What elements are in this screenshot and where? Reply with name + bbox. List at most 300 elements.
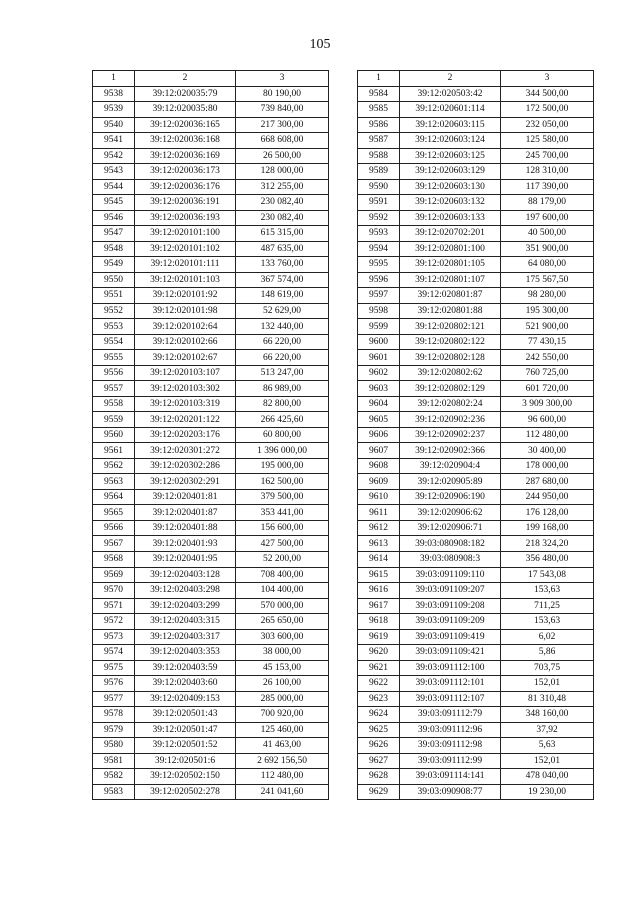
table-row: [358, 583, 594, 599]
table-row: [358, 148, 594, 164]
row-number-cell: 9603: [358, 381, 400, 397]
cadastral-number-cell: 39:03:091112:98: [400, 738, 501, 754]
value-cell: 6,02: [501, 629, 594, 645]
value-cell: 172 500,00: [501, 102, 594, 118]
table-row: [358, 396, 594, 412]
value-cell: 230 082,40: [236, 210, 329, 226]
table-row: [93, 412, 329, 428]
table-row: [358, 241, 594, 257]
row-number-cell: 9564: [93, 489, 135, 505]
table-row: [358, 551, 594, 567]
cadastral-number-cell: 39:12:020502:150: [135, 769, 236, 785]
table-row: [93, 676, 329, 692]
value-cell: 2 692 156,50: [236, 753, 329, 769]
cadastral-number-cell: 39:12:020802:24: [400, 396, 501, 412]
value-cell: 241 041,60: [236, 784, 329, 800]
row-number-cell: 9539: [93, 102, 135, 118]
cadastral-number-cell: 39:12:020035:79: [135, 86, 236, 102]
cadastral-number-cell: 39:12:020603:132: [400, 195, 501, 211]
cadastral-number-cell: 39:12:020401:87: [135, 505, 236, 521]
row-number-cell: 9540: [93, 117, 135, 133]
value-cell: 199 168,00: [501, 520, 594, 536]
row-number-cell: 9583: [93, 784, 135, 800]
row-number-cell: 9620: [358, 645, 400, 661]
cadastral-number-cell: 39:03:091112:96: [400, 722, 501, 738]
table-row: [93, 505, 329, 521]
table-row: [93, 489, 329, 505]
row-number-cell: 9545: [93, 195, 135, 211]
value-cell: 700 920,00: [236, 707, 329, 723]
table-row: [93, 629, 329, 645]
value-cell: 52 629,00: [236, 303, 329, 319]
cadastral-number-cell: 39:12:020603:133: [400, 210, 501, 226]
table-row: [93, 303, 329, 319]
cadastral-number-cell: 39:12:020035:80: [135, 102, 236, 118]
row-number-cell: 9596: [358, 272, 400, 288]
value-cell: 153,63: [501, 614, 594, 630]
value-cell: 82 800,00: [236, 396, 329, 412]
table-row: [93, 536, 329, 552]
table-row: [93, 551, 329, 567]
cadastral-number-cell: 39:12:020502:278: [135, 784, 236, 800]
value-cell: 37,92: [501, 722, 594, 738]
row-number-cell: 9624: [358, 707, 400, 723]
table-row: [93, 86, 329, 102]
table-row: [93, 567, 329, 583]
table-row: [358, 365, 594, 381]
table-row: [358, 381, 594, 397]
value-cell: 125 580,00: [501, 133, 594, 149]
row-number-cell: 9543: [93, 164, 135, 180]
cadastral-number-cell: 39:12:020036:176: [135, 179, 236, 195]
value-cell: 45 153,00: [236, 660, 329, 676]
table-header-row: [93, 71, 329, 87]
table-row: [93, 722, 329, 738]
row-number-cell: 9594: [358, 241, 400, 257]
table-row: [358, 164, 594, 180]
row-number-cell: 9574: [93, 645, 135, 661]
table-row: [358, 427, 594, 443]
row-number-cell: 9550: [93, 272, 135, 288]
value-cell: 197 600,00: [501, 210, 594, 226]
value-cell: 287 680,00: [501, 474, 594, 490]
cadastral-number-cell: 39:12:020603:115: [400, 117, 501, 133]
row-number-cell: 9566: [93, 520, 135, 536]
value-cell: 379 500,00: [236, 489, 329, 505]
table-row: [358, 257, 594, 273]
cadastral-number-cell: 39:12:020801:107: [400, 272, 501, 288]
value-cell: 5,86: [501, 645, 594, 661]
value-cell: 285 000,00: [236, 691, 329, 707]
row-number-cell: 9571: [93, 598, 135, 614]
value-cell: 26 100,00: [236, 676, 329, 692]
table-row: [93, 660, 329, 676]
row-number-cell: 9577: [93, 691, 135, 707]
value-cell: 66 220,00: [236, 334, 329, 350]
table-row: [358, 722, 594, 738]
row-number-cell: 9610: [358, 489, 400, 505]
value-cell: 5,63: [501, 738, 594, 754]
table-row: [93, 195, 329, 211]
value-cell: 81 310,48: [501, 691, 594, 707]
cadastral-number-cell: 39:12:020403:353: [135, 645, 236, 661]
table-row: [93, 334, 329, 350]
row-number-cell: 9613: [358, 536, 400, 552]
value-cell: 303 600,00: [236, 629, 329, 645]
value-cell: 521 900,00: [501, 319, 594, 335]
row-number-cell: 9578: [93, 707, 135, 723]
table-row: [358, 489, 594, 505]
value-cell: 367 574,00: [236, 272, 329, 288]
row-number-cell: 9552: [93, 303, 135, 319]
row-number-cell: 9585: [358, 102, 400, 118]
cadastral-number-cell: 39:12:020403:128: [135, 567, 236, 583]
row-number-cell: 9569: [93, 567, 135, 583]
table-row: [358, 412, 594, 428]
cadastral-number-cell: 39:12:020902:236: [400, 412, 501, 428]
table-row: [93, 645, 329, 661]
value-cell: 344 500,00: [501, 86, 594, 102]
cadastral-number-cell: 39:12:020102:66: [135, 334, 236, 350]
row-number-cell: 9606: [358, 427, 400, 443]
cadastral-number-cell: 39:12:020902:366: [400, 443, 501, 459]
cadastral-number-cell: 39:03:090908:77: [400, 784, 501, 800]
table-row: [358, 660, 594, 676]
value-cell: 125 460,00: [236, 722, 329, 738]
table-row: [93, 319, 329, 335]
table-row: [93, 164, 329, 180]
value-cell: 152,01: [501, 753, 594, 769]
row-number-cell: 9611: [358, 505, 400, 521]
row-number-cell: 9615: [358, 567, 400, 583]
cadastral-number-cell: 39:12:020036:169: [135, 148, 236, 164]
row-number-cell: 9595: [358, 257, 400, 273]
table-row: [358, 598, 594, 614]
value-cell: 153,63: [501, 583, 594, 599]
row-number-cell: 9558: [93, 396, 135, 412]
row-number-cell: 9576: [93, 676, 135, 692]
row-number-cell: 9568: [93, 551, 135, 567]
column-header-3: 3: [501, 71, 594, 87]
table-row: [93, 427, 329, 443]
row-number-cell: 9584: [358, 86, 400, 102]
row-number-cell: 9617: [358, 598, 400, 614]
table-row: [358, 350, 594, 366]
table-row: [358, 226, 594, 242]
column-header-1: 1: [358, 71, 400, 87]
value-cell: 356 480,00: [501, 551, 594, 567]
table-row: [93, 396, 329, 412]
table-row: [358, 676, 594, 692]
row-number-cell: 9593: [358, 226, 400, 242]
cadastral-number-cell: 39:03:091109:419: [400, 629, 501, 645]
row-number-cell: 9586: [358, 117, 400, 133]
cadastral-number-cell: 39:12:020401:81: [135, 489, 236, 505]
row-number-cell: 9579: [93, 722, 135, 738]
row-number-cell: 9580: [93, 738, 135, 754]
table-row: [358, 536, 594, 552]
row-number-cell: 9554: [93, 334, 135, 350]
row-number-cell: 9622: [358, 676, 400, 692]
row-number-cell: 9608: [358, 458, 400, 474]
table-row: [358, 133, 594, 149]
value-cell: 3 909 300,00: [501, 396, 594, 412]
value-cell: 40 500,00: [501, 226, 594, 242]
value-cell: 668 608,00: [236, 133, 329, 149]
row-number-cell: 9627: [358, 753, 400, 769]
table-row: [358, 272, 594, 288]
value-cell: 112 480,00: [501, 427, 594, 443]
value-cell: 98 280,00: [501, 288, 594, 304]
page-number: 105: [309, 37, 331, 52]
row-number-cell: 9612: [358, 520, 400, 536]
table-row: [358, 474, 594, 490]
row-number-cell: 9607: [358, 443, 400, 459]
cadastral-number-cell: 39:12:020603:125: [400, 148, 501, 164]
cadastral-number-cell: 39:12:020102:67: [135, 350, 236, 366]
value-cell: 26 500,00: [236, 148, 329, 164]
cadastral-number-cell: 39:12:020409:153: [135, 691, 236, 707]
cadastral-number-cell: 39:03:091114:141: [400, 769, 501, 785]
value-cell: 244 950,00: [501, 489, 594, 505]
table-row: [358, 614, 594, 630]
value-cell: 38 000,00: [236, 645, 329, 661]
cadastral-number-cell: 39:12:020101:103: [135, 272, 236, 288]
cadastral-number-cell: 39:12:020036:191: [135, 195, 236, 211]
row-number-cell: 9572: [93, 614, 135, 630]
value-cell: 570 000,00: [236, 598, 329, 614]
row-number-cell: 9618: [358, 614, 400, 630]
cadastral-number-cell: 39:12:020801:87: [400, 288, 501, 304]
table-row: [358, 179, 594, 195]
table-header-row: [358, 71, 594, 87]
table-row: [93, 583, 329, 599]
row-number-cell: 9599: [358, 319, 400, 335]
table-row: [93, 738, 329, 754]
table-row: [93, 520, 329, 536]
value-cell: 615 315,00: [236, 226, 329, 242]
table-row: [358, 505, 594, 521]
cadastral-number-cell: 39:12:020702:201: [400, 226, 501, 242]
column-header-2: 2: [135, 71, 236, 87]
table-row: [93, 753, 329, 769]
cadastral-number-cell: 39:12:020036:193: [135, 210, 236, 226]
row-number-cell: 9614: [358, 551, 400, 567]
value-cell: 1 396 000,00: [236, 443, 329, 459]
cadastral-number-cell: 39:03:091109:110: [400, 567, 501, 583]
cadastral-number-cell: 39:12:020906:190: [400, 489, 501, 505]
table-row: [358, 707, 594, 723]
row-number-cell: 9589: [358, 164, 400, 180]
row-number-cell: 9570: [93, 583, 135, 599]
cadastral-number-cell: 39:12:020101:92: [135, 288, 236, 304]
cadastral-number-cell: 39:12:020403:60: [135, 676, 236, 692]
cadastral-number-cell: 39:12:020501:6: [135, 753, 236, 769]
row-number-cell: 9600: [358, 334, 400, 350]
value-cell: 760 725,00: [501, 365, 594, 381]
value-cell: 132 440,00: [236, 319, 329, 335]
table-row: [93, 148, 329, 164]
row-number-cell: 9546: [93, 210, 135, 226]
table-row: [93, 272, 329, 288]
column-header-2: 2: [400, 71, 501, 87]
table-row: [358, 567, 594, 583]
row-number-cell: 9601: [358, 350, 400, 366]
cadastral-number-cell: 39:12:020101:98: [135, 303, 236, 319]
table-row: [358, 753, 594, 769]
cadastral-number-cell: 39:03:091109:209: [400, 614, 501, 630]
cadastral-number-cell: 39:12:020801:100: [400, 241, 501, 257]
value-cell: 601 720,00: [501, 381, 594, 397]
cadastral-number-cell: 39:03:091109:421: [400, 645, 501, 661]
table-row: [358, 210, 594, 226]
value-cell: 265 650,00: [236, 614, 329, 630]
cadastral-number-cell: 39:12:020603:124: [400, 133, 501, 149]
value-cell: 478 040,00: [501, 769, 594, 785]
row-number-cell: 9597: [358, 288, 400, 304]
table-row: [358, 288, 594, 304]
table-row: [93, 117, 329, 133]
cadastral-number-cell: 39:12:020906:62: [400, 505, 501, 521]
cadastral-number-cell: 39:12:020036:165: [135, 117, 236, 133]
cadastral-number-cell: 39:12:020501:43: [135, 707, 236, 723]
value-cell: 162 500,00: [236, 474, 329, 490]
value-cell: 230 082,40: [236, 195, 329, 211]
cadastral-number-cell: 39:12:020501:47: [135, 722, 236, 738]
cadastral-number-cell: 39:12:020801:105: [400, 257, 501, 273]
value-cell: 156 600,00: [236, 520, 329, 536]
row-number-cell: 9581: [93, 753, 135, 769]
value-cell: 66 220,00: [236, 350, 329, 366]
row-number-cell: 9555: [93, 350, 135, 366]
table-row: [358, 102, 594, 118]
row-number-cell: 9544: [93, 179, 135, 195]
value-cell: 353 441,00: [236, 505, 329, 521]
value-cell: 348 160,00: [501, 707, 594, 723]
cadastral-number-cell: 39:12:020603:129: [400, 164, 501, 180]
row-number-cell: 9621: [358, 660, 400, 676]
table-row: [358, 629, 594, 645]
table-row: [93, 443, 329, 459]
table-row: [358, 738, 594, 754]
cadastral-number-cell: 39:12:020302:291: [135, 474, 236, 490]
table-row: [358, 520, 594, 536]
table-row: [93, 133, 329, 149]
row-number-cell: 9559: [93, 412, 135, 428]
row-number-cell: 9553: [93, 319, 135, 335]
cadastral-number-cell: 39:12:020501:52: [135, 738, 236, 754]
table-row: [93, 598, 329, 614]
cadastral-number-cell: 39:12:020302:286: [135, 458, 236, 474]
row-number-cell: 9548: [93, 241, 135, 257]
cadastral-number-cell: 39:12:020103:302: [135, 381, 236, 397]
table-row: [93, 241, 329, 257]
table-row: [358, 443, 594, 459]
value-cell: 351 900,00: [501, 241, 594, 257]
value-cell: 711,25: [501, 598, 594, 614]
row-number-cell: 9561: [93, 443, 135, 459]
table-row: [93, 179, 329, 195]
cadastral-number-cell: 39:12:020403:315: [135, 614, 236, 630]
cadastral-number-cell: 39:12:020101:111: [135, 257, 236, 273]
table-row: [358, 645, 594, 661]
table-row: [93, 458, 329, 474]
row-number-cell: 9588: [358, 148, 400, 164]
table-row: [358, 195, 594, 211]
cadastral-number-cell: 39:12:020201:122: [135, 412, 236, 428]
cadastral-number-cell: 39:12:020301:272: [135, 443, 236, 459]
value-cell: 30 400,00: [501, 443, 594, 459]
value-cell: 195 300,00: [501, 303, 594, 319]
table-row: [93, 288, 329, 304]
row-number-cell: 9549: [93, 257, 135, 273]
cadastral-number-cell: 39:03:091112:107: [400, 691, 501, 707]
table-row: [93, 769, 329, 785]
table-row: [93, 365, 329, 381]
value-cell: 112 480,00: [236, 769, 329, 785]
cadastral-number-cell: 39:12:020904:4: [400, 458, 501, 474]
value-cell: 487 635,00: [236, 241, 329, 257]
cadastral-number-cell: 39:03:091109:207: [400, 583, 501, 599]
row-number-cell: 9609: [358, 474, 400, 490]
table-row: [93, 691, 329, 707]
cadastral-number-cell: 39:12:020905:89: [400, 474, 501, 490]
row-number-cell: 9623: [358, 691, 400, 707]
value-cell: 60 800,00: [236, 427, 329, 443]
cadastral-number-cell: 39:03:080908:3: [400, 551, 501, 567]
row-number-cell: 9547: [93, 226, 135, 242]
row-number-cell: 9551: [93, 288, 135, 304]
row-number-cell: 9575: [93, 660, 135, 676]
value-cell: 52 200,00: [236, 551, 329, 567]
column-header-3: 3: [236, 71, 329, 87]
table-row: [358, 86, 594, 102]
table-row: [358, 784, 594, 800]
cadastral-number-cell: 39:12:020101:100: [135, 226, 236, 242]
value-cell: 266 425,60: [236, 412, 329, 428]
value-cell: 96 600,00: [501, 412, 594, 428]
value-cell: 312 255,00: [236, 179, 329, 195]
value-cell: 217 300,00: [236, 117, 329, 133]
registry-table-right: [357, 70, 594, 800]
value-cell: 232 050,00: [501, 117, 594, 133]
cadastral-number-cell: 39:03:080908:182: [400, 536, 501, 552]
cadastral-number-cell: 39:12:020036:168: [135, 133, 236, 149]
value-cell: 80 190,00: [236, 86, 329, 102]
row-number-cell: 9587: [358, 133, 400, 149]
table-row: [93, 381, 329, 397]
row-number-cell: 9565: [93, 505, 135, 521]
value-cell: 242 550,00: [501, 350, 594, 366]
cadastral-number-cell: 39:12:020802:128: [400, 350, 501, 366]
cadastral-number-cell: 39:12:020503:42: [400, 86, 501, 102]
cadastral-number-cell: 39:03:091112:101: [400, 676, 501, 692]
value-cell: 41 463,00: [236, 738, 329, 754]
table-row: [358, 458, 594, 474]
cadastral-number-cell: 39:12:020401:95: [135, 551, 236, 567]
table-row: [93, 102, 329, 118]
value-cell: 64 080,00: [501, 257, 594, 273]
cadastral-number-cell: 39:12:020102:64: [135, 319, 236, 335]
row-number-cell: 9626: [358, 738, 400, 754]
cadastral-number-cell: 39:12:020401:93: [135, 536, 236, 552]
cadastral-number-cell: 39:03:091112:100: [400, 660, 501, 676]
table-row: [358, 334, 594, 350]
cadastral-number-cell: 39:12:020802:122: [400, 334, 501, 350]
table-row: [93, 614, 329, 630]
value-cell: 133 760,00: [236, 257, 329, 273]
value-cell: 195 000,00: [236, 458, 329, 474]
